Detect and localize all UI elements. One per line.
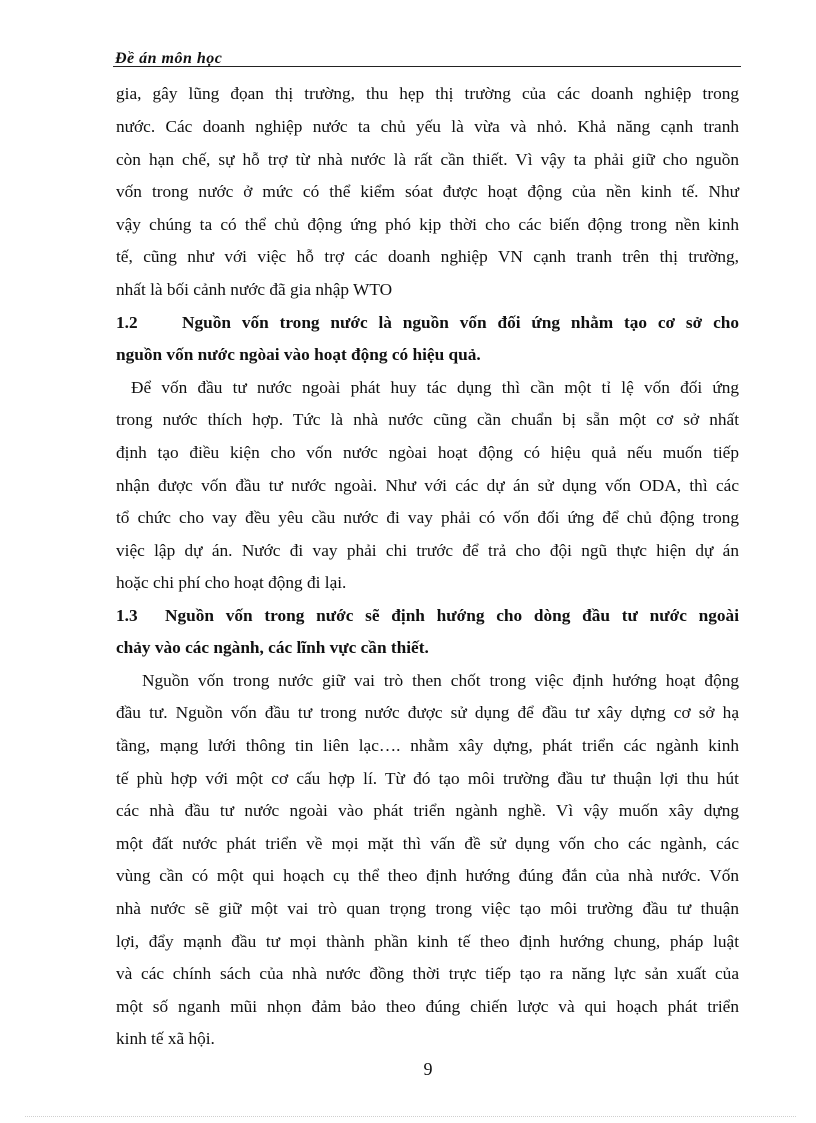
- heading-text: Nguồn vốn trong nước sẽ định hướng cho dòng đầu tư nước ngoài: [165, 606, 739, 625]
- body-line: Nguồn vốn trong nước giữ vai trò then chốt trong việc định hướng hoạt động: [142, 671, 739, 690]
- body-line: nước. Các doanh nghiệp nước ta chủ yếu là vừa và nhỏ. Khả năng cạnh tranh: [116, 117, 739, 136]
- body-line: một số nganh mũi nhọn đảm bảo theo đúng chiến lược và qui hoạch phát triển: [116, 997, 739, 1016]
- section-heading-1-3: [116, 606, 739, 626]
- body-line: trong nước thích hợp. Tức là nhà nước cũng cần chuẩn bị sẵn một cơ sở nhất: [116, 410, 739, 429]
- body-line: một đất nước phát triển về mọi mặt thì vấn đề sử dụng vốn cho các ngành, các: [116, 834, 739, 853]
- heading-text: Nguồn vốn trong nước là nguồn vốn đối ứng nhằm tạo cơ sở cho: [182, 313, 739, 332]
- body-line: các nhà đầu tư nước ngoài vào phát triển ngành nghề. Vì vậy muốn xây dựng: [116, 801, 739, 820]
- document-header-title: Đề án môn học: [115, 50, 223, 67]
- body-line: tế, cũng như với việc hỗ trợ các doanh nghiệp VN cạnh tranh trên thị trường,: [116, 247, 739, 266]
- heading-number: 1.3: [116, 606, 138, 625]
- body-line: vốn trong nước ở mức có thể kiểm sóat được hoạt động của nền kinh tế. Như: [116, 182, 739, 201]
- body-line: nhà nước sẽ giữ một vai trò quan trọng trong việc tạo môi trường đầu tư thuận: [116, 899, 739, 918]
- body-line: kinh tế xã hội.: [116, 1029, 215, 1048]
- body-line: định tạo điều kiện cho vốn nước ngòai hoạt động có hiệu quả nếu muốn tiếp: [116, 443, 739, 462]
- body-line: Để vốn đầu tư nước ngoài phát huy tác dụng thì cần một tỉ lệ vốn đối ứng: [131, 378, 739, 397]
- section-heading-1-3-continued: chảy vào các ngành, các lĩnh vực cần thiết.: [116, 638, 429, 657]
- body-line: lợi, đẩy mạnh đầu tư mọi thành phần kinh tế theo định hướng chung, pháp luật: [116, 932, 739, 951]
- body-line: tổ chức cho vay đều yêu cầu nước đi vay phải có vốn đối ứng để chủ động trong: [116, 508, 739, 527]
- body-line: hoặc chi phí cho hoạt động đi lại.: [116, 573, 347, 592]
- body-line: đầu tư. Nguồn vốn đầu tư trong nước được sử dụng để đầu tư xây dựng cơ sở hạ: [116, 703, 739, 722]
- header-divider: [113, 66, 741, 67]
- section-heading-1-2-continued: nguồn vốn nước ngòai vào hoạt động có hiệu quả.: [116, 345, 481, 364]
- body-line: và các chính sách của nhà nước đồng thời trực tiếp tạo ra năng lực sản xuất của: [116, 964, 739, 983]
- body-line: gia, gây lũng đọan thị trường, thu hẹp thị trường của các doanh nghiệp trong: [116, 84, 739, 103]
- body-line: tầng, mạng lưới thông tin liên lạc…. nhằm xây dựng, phát triển các ngành kinh: [116, 736, 739, 755]
- body-line: vùng cần có một qui hoạch cụ thể theo định hướng đúng đắn của nhà nước. Vốn: [116, 866, 739, 885]
- body-line: vậy chúng ta có thể chủ động ứng phó kịp thời cho các biến động trong nền kinh: [116, 215, 739, 234]
- body-line: tế phù hợp với một cơ cấu hợp lí. Từ đó tạo môi trường đầu tư thuận lợi thu hút: [116, 769, 739, 788]
- heading-number: 1.2: [116, 313, 138, 332]
- body-line: nhất là bối cảnh nước đã gia nhập WTO: [116, 280, 393, 299]
- body-line: còn hạn chế, sự hỗ trợ từ nhà nước là rất cần thiết. Vì vậy ta phải giữ cho nguồn: [116, 150, 739, 169]
- page-number: 9: [423, 1059, 433, 1079]
- body-line: việc lập dự án. Nước đi vay phải chi trước để trả cho đội ngũ thực hiện dự án: [116, 541, 739, 560]
- page-edge-divider: [25, 1116, 796, 1117]
- body-line: nhận được vốn đầu tư nước ngoài. Như với các dự án sử dụng vốn ODA, thì các: [116, 476, 739, 495]
- section-heading-1-2: [116, 313, 739, 333]
